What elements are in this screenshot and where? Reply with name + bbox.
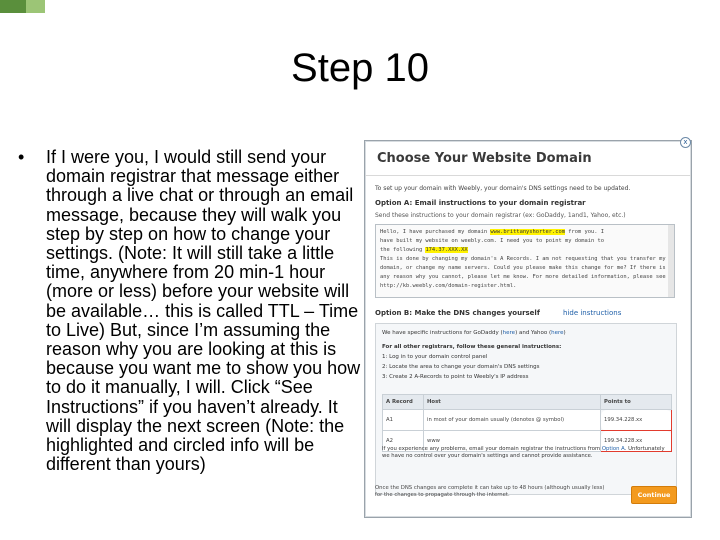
a-records-table: [382, 394, 672, 452]
row2-record: A2: [383, 431, 424, 452]
row2-host: www: [424, 431, 601, 452]
bullet-text: If I were you, I would still send your domain registrar that message either through a live chat or through an email message, because they will walk you step by step on how to change your settings. (Note: It will still take a little time, anywhere from 20 min-1 hour (more or less) before your website will be available… this is called TTL – Time to Live) But, since I’m assuming the reason why you are looking at this is because you want me to show you how to do it manually, I will. Click “See Instructions” if you haven’t already. It will display the next screen (Note: the highlighted and circled info will be different than yours): [46, 147, 361, 475]
title-divider: [365, 175, 691, 176]
table-row: [383, 410, 672, 431]
option-b-heading: Option B: Make the DNS changes yourself: [375, 309, 540, 317]
row1-points-to-circled: 199.34.228.xx: [601, 410, 672, 431]
message-scrollbar[interactable]: [668, 225, 674, 297]
row1-host: in most of your domain usually (denotes @ symbol): [424, 410, 601, 431]
note-prefix: If you experience any problems, email your domain registrar the instructions from: [382, 446, 602, 452]
note-suffix: . Unfortunately we have no control over your domain's settings and cannot provide assistance.: [382, 446, 665, 459]
yahoo-here-link[interactable]: here: [551, 330, 564, 336]
row2-points-to-circled: 199.34.228.xx: [601, 431, 672, 452]
hide-instructions-link[interactable]: hide instructions: [563, 309, 622, 317]
row1-record: A1: [383, 410, 424, 431]
header-a-record: A Record: [383, 395, 424, 410]
message-line1-prefix: Hello, I have purchased my domain: [380, 229, 491, 235]
accent-bar-light: [26, 0, 45, 13]
propagation-note: Once the DNS changes are complete it can take up to 48 hours (although usually less) for the changes to propagate through the internet.: [375, 485, 605, 498]
bullet-marker: •: [18, 147, 25, 167]
instr-line1-suffix: ): [563, 330, 566, 336]
header-points-to: Points to: [601, 395, 672, 410]
message-line2: have built my website on weebly.com. I need you to point my domain to: [380, 238, 604, 244]
problem-note: [382, 446, 670, 460]
intro-text: To set up your domain with Weebly, your domain's DNS settings need to be updated.: [375, 185, 631, 192]
website-domain-screenshot: [364, 140, 692, 518]
general-instructions-heading: For all other registrars, follow these general instructions:: [382, 344, 562, 350]
specific-instructions-line: [382, 330, 566, 336]
highlighted-domain: www.brittanyshorter.com: [490, 229, 566, 235]
step-2: 2: Locate the area to change your domain's DNS settings: [382, 364, 540, 370]
accent-bar-dark: [0, 0, 26, 13]
option-a-link[interactable]: Option A: [601, 446, 625, 452]
registrar-message-textarea[interactable]: [375, 224, 675, 298]
godaddy-here-link[interactable]: here: [502, 330, 516, 336]
screenshot-title: Choose Your Website Domain: [377, 151, 592, 166]
message-rest: This is done by changing my domain's A Records. I am not requesting that you transfer my domain, or change my name servers. Could you please make this change for me? If there is any reason why you cannot, please let me know. For more detailed information, please see http://kb.weebly.com/domain-register.html.: [380, 256, 666, 289]
instr-line1-prefix: We have specific instructions for GoDaddy (: [382, 330, 503, 336]
step-1: 1: Log in to your domain control panel: [382, 354, 488, 360]
dns-instructions-panel: [375, 323, 677, 495]
option-a-subtext: Send these instructions to your domain registrar (ex: GoDaddy, 1and1, Yahoo, etc.): [375, 212, 626, 219]
message-line1-suffix: from you. I: [565, 229, 604, 235]
highlighted-ip: 174.37.XXX.XX: [425, 247, 468, 253]
close-icon[interactable]: x: [680, 137, 691, 148]
message-line3-prefix: the following: [380, 247, 426, 253]
slide-title: Step 10: [291, 46, 429, 90]
option-a-heading: Option A: Email instructions to your domain registrar: [375, 199, 586, 207]
table-header-row: [383, 395, 672, 410]
continue-button[interactable]: Continue: [631, 486, 677, 504]
step-3: 3: Create 2 A-Records to point to Weebly's IP address: [382, 374, 529, 380]
instr-line1-mid: ) and Yahoo (: [515, 330, 552, 336]
header-host: Host: [424, 395, 601, 410]
